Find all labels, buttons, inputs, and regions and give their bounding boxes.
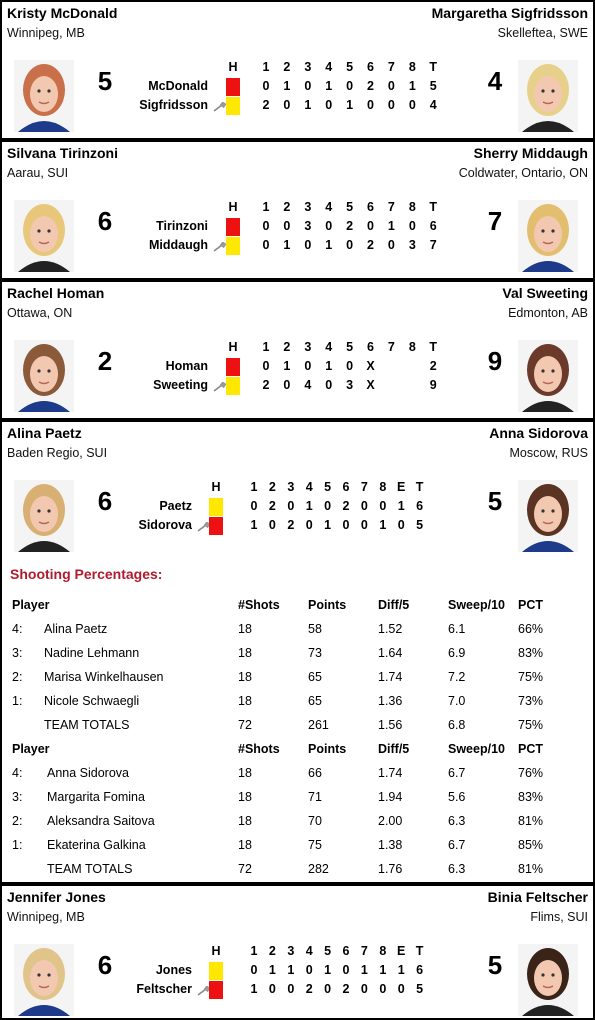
- team1-final-score: 5: [97, 66, 113, 96]
- end-score: 0: [268, 982, 276, 996]
- end-score: 2: [367, 79, 374, 93]
- stat-value: 81%: [518, 814, 544, 828]
- stat-value: 1.64: [378, 646, 403, 660]
- shooting-column-header: Sweep/10: [448, 598, 505, 612]
- linescore-header: 2: [283, 340, 291, 354]
- player-name: Nicole Schwaegli: [44, 694, 140, 708]
- team2-location: Skelleftea, SWE: [497, 26, 588, 40]
- linescore-header: T: [415, 480, 424, 494]
- team2-stone-color-box: [226, 237, 240, 255]
- team2-linescore-name: Sigfridsson: [139, 98, 208, 112]
- end-score: 0: [397, 518, 405, 532]
- end-score: 0: [325, 98, 333, 112]
- team1-final-score: 6: [97, 206, 113, 236]
- team2-location: Edmonton, AB: [508, 306, 588, 320]
- stat-value: 7.2: [448, 670, 466, 684]
- stat-value: 83%: [518, 790, 544, 804]
- end-score: 6: [416, 963, 424, 977]
- end-score: 0: [283, 219, 291, 233]
- end-score: 1: [387, 219, 395, 233]
- linescore-header: 5: [346, 340, 354, 354]
- end-score: 0: [342, 518, 350, 532]
- team2-final-score: 4: [487, 66, 503, 96]
- stat-value: 18: [238, 838, 252, 852]
- team1-stone-color-box: [226, 358, 240, 376]
- team2-location: Coldwater, Ontario, ON: [458, 166, 588, 180]
- stat-value: 282: [308, 862, 329, 876]
- end-score: 1: [250, 982, 258, 996]
- linescore-header: 7: [360, 944, 368, 958]
- stat-value: 83%: [518, 646, 544, 660]
- stat-value: 18: [238, 670, 252, 684]
- team1-linescore-name: Paetz: [159, 499, 192, 513]
- hammer-icon: [213, 241, 227, 251]
- stat-value: 6.8: [448, 718, 466, 732]
- linescore-header: 6: [367, 340, 374, 354]
- end-score: 2: [342, 499, 350, 513]
- end-score: 0: [342, 963, 350, 977]
- end-score: 1: [283, 79, 291, 93]
- linescore-header: 3: [304, 60, 312, 74]
- team1-location: Aarau, SUI: [7, 166, 69, 180]
- stat-value: 6.9: [448, 646, 466, 660]
- end-score: 0: [304, 359, 312, 373]
- stat-value: 1.38: [378, 838, 403, 852]
- team2-stone-color-box: [209, 981, 223, 999]
- shooting-column-header: Points: [308, 598, 347, 612]
- end-score: 6: [429, 219, 437, 233]
- shooting-column-header: Diff/5: [378, 598, 410, 612]
- linescore-header: T: [429, 60, 437, 74]
- end-score: 1: [360, 963, 368, 977]
- team2-final-score: 5: [487, 950, 503, 980]
- player-position: 4:: [12, 766, 23, 780]
- linescore-header: 3: [287, 944, 295, 958]
- end-score: 0: [360, 499, 368, 513]
- team1-location: Winnipeg, MB: [7, 910, 85, 924]
- team1-skip-name: Alina Paetz: [7, 425, 82, 441]
- end-score: 0: [305, 518, 313, 532]
- stat-value: 5.6: [448, 790, 466, 804]
- team1-final-score: 6: [97, 486, 113, 516]
- team1-stone-color-box: [209, 962, 223, 980]
- linescore-header: H: [211, 944, 221, 958]
- team1-stone-color-box: [209, 498, 223, 516]
- player-position: 1:: [12, 838, 23, 852]
- end-score: 5: [416, 518, 424, 532]
- end-score: 0: [379, 499, 387, 513]
- end-score: 9: [429, 378, 437, 392]
- end-score: 2: [262, 98, 270, 112]
- team2-final-score: 9: [487, 346, 503, 376]
- stat-value: 73: [308, 646, 322, 660]
- team1-location: Winnipeg, MB: [7, 26, 85, 40]
- stat-value: 70: [308, 814, 322, 828]
- end-score: 1: [397, 499, 405, 513]
- stat-value: 73%: [518, 694, 544, 708]
- linescore-header: 8: [408, 60, 416, 74]
- team2-skip-name: Anna Sidorova: [489, 425, 588, 441]
- end-score: 2: [346, 219, 354, 233]
- linescore-header: E: [397, 480, 406, 494]
- linescore-header: 5: [346, 60, 354, 74]
- stat-value: 65: [308, 694, 322, 708]
- player-name: TEAM TOTALS: [44, 718, 130, 732]
- team1-final-score: 2: [97, 346, 113, 376]
- end-score: 0: [387, 79, 395, 93]
- end-score: 3: [346, 378, 354, 392]
- end-score: 0: [304, 238, 312, 252]
- team1-skip-name: Jennifer Jones: [7, 889, 106, 905]
- end-score: 0: [250, 963, 258, 977]
- hammer-icon: [213, 381, 227, 391]
- stat-value: 1.74: [378, 670, 403, 684]
- end-score: 0: [408, 219, 416, 233]
- stat-value: 7.0: [448, 694, 466, 708]
- game-panel: [2, 422, 593, 882]
- team2-stone-color-box: [226, 97, 240, 115]
- stat-value: 66%: [518, 622, 544, 636]
- end-score: 0: [250, 499, 258, 513]
- end-score: 1: [325, 359, 333, 373]
- linescore-header: 2: [268, 944, 276, 958]
- end-score: 1: [324, 963, 332, 977]
- linescore-header: 1: [250, 944, 258, 958]
- end-score: 2: [287, 518, 295, 532]
- end-score: 0: [325, 219, 333, 233]
- end-score: 1: [325, 79, 333, 93]
- linescore-header: 2: [283, 60, 291, 74]
- end-score: 0: [346, 359, 354, 373]
- end-score: 5: [416, 982, 424, 996]
- linescore-header: 6: [367, 200, 374, 214]
- player-position: 3:: [12, 646, 23, 660]
- end-score: 1: [283, 359, 291, 373]
- linescore-header: 6: [367, 60, 374, 74]
- linescore-header: H: [228, 200, 238, 214]
- end-score: 0: [408, 98, 416, 112]
- end-score: X: [366, 359, 375, 373]
- linescore-header: 6: [342, 480, 350, 494]
- end-score: 0: [325, 378, 333, 392]
- linescore-header: 6: [342, 944, 350, 958]
- end-score: 0: [283, 98, 291, 112]
- linescore-header: 7: [387, 200, 395, 214]
- stat-value: 72: [238, 718, 252, 732]
- end-score: 1: [324, 518, 332, 532]
- shooting-column-header: Points: [308, 742, 347, 756]
- team1-skip-name: Silvana Tirinzoni: [7, 145, 118, 161]
- stat-value: 72: [238, 862, 252, 876]
- player-name: Aleksandra Saitova: [47, 814, 155, 828]
- linescore-header: 7: [387, 60, 395, 74]
- end-score: 3: [304, 219, 312, 233]
- team2-linescore-name: Feltscher: [136, 982, 192, 996]
- team1-skip-name: Kristy McDonald: [7, 5, 118, 21]
- end-score: 0: [287, 982, 295, 996]
- stat-value: 18: [238, 622, 252, 636]
- stat-value: 6.3: [448, 862, 466, 876]
- end-score: 2: [367, 238, 374, 252]
- linescore-header: 4: [325, 60, 333, 74]
- linescore-header: T: [429, 200, 437, 214]
- end-score: 2: [268, 499, 276, 513]
- linescore: [2, 944, 593, 1004]
- end-score: 0: [262, 79, 270, 93]
- end-score: 0: [346, 238, 354, 252]
- end-score: 1: [268, 963, 276, 977]
- end-score: 0: [397, 982, 405, 996]
- team1-linescore-name: Homan: [165, 359, 208, 373]
- linescore-header: E: [397, 944, 406, 958]
- shooting-column-header: PCT: [518, 598, 543, 612]
- team1-stone-color-box: [226, 218, 240, 236]
- team2-skip-name: Val Sweeting: [502, 285, 588, 301]
- team2-location: Flims, SUI: [530, 910, 588, 924]
- shooting-column-header: Sweep/10: [448, 742, 505, 756]
- shooting-percentages-title: Shooting Percentages:: [10, 566, 163, 582]
- linescore-header: 8: [408, 340, 416, 354]
- stat-value: 6.7: [448, 766, 466, 780]
- linescore-header: 5: [324, 944, 332, 958]
- player-name: Ekaterina Galkina: [47, 838, 146, 852]
- end-score: 0: [283, 378, 291, 392]
- stat-value: 1.56: [378, 718, 403, 732]
- linescore-header: 2: [283, 200, 291, 214]
- end-score: 1: [304, 98, 312, 112]
- player-name: Margarita Fomina: [47, 790, 145, 804]
- linescore-header: 7: [387, 340, 395, 354]
- team2-linescore-name: Sidorova: [138, 518, 192, 532]
- end-score: 1: [283, 238, 291, 252]
- end-score: 2: [342, 982, 350, 996]
- player-name: Marisa Winkelhausen: [44, 670, 164, 684]
- stat-value: 75%: [518, 718, 544, 732]
- end-score: 0: [360, 982, 368, 996]
- stat-value: 66: [308, 766, 322, 780]
- team2-final-score: 7: [487, 206, 503, 236]
- game-panel: [2, 282, 593, 418]
- linescore-header: 4: [325, 200, 333, 214]
- team1-linescore-name: McDonald: [148, 79, 208, 93]
- stat-value: 85%: [518, 838, 544, 852]
- end-score: 1: [287, 963, 295, 977]
- shooting-column-header: PCT: [518, 742, 543, 756]
- team1-linescore-name: Tirinzoni: [156, 219, 208, 233]
- end-score: X: [366, 378, 375, 392]
- player-position: 2:: [12, 670, 23, 684]
- shooting-column-header: Diff/5: [378, 742, 410, 756]
- linescore: [2, 200, 593, 260]
- stat-value: 81%: [518, 862, 544, 876]
- stat-value: 1.52: [378, 622, 403, 636]
- end-score: 0: [379, 982, 387, 996]
- stat-value: 18: [238, 646, 252, 660]
- end-score: 2: [262, 378, 270, 392]
- team1-stone-color-box: [226, 78, 240, 96]
- linescore: [2, 340, 593, 400]
- stat-value: 58: [308, 622, 322, 636]
- stat-value: 18: [238, 814, 252, 828]
- game-panel: [2, 886, 593, 1018]
- team1-linescore-name: Jones: [155, 963, 192, 977]
- linescore-header: T: [415, 944, 424, 958]
- team1-final-score: 6: [97, 950, 113, 980]
- team2-stone-color-box: [226, 377, 240, 395]
- shooting-column-header: #Shots: [238, 598, 280, 612]
- player-name: Alina Paetz: [44, 622, 108, 636]
- linescore-header: H: [228, 340, 238, 354]
- linescore-header: 4: [305, 480, 313, 494]
- shooting-column-header: Player: [12, 742, 50, 756]
- end-score: 1: [346, 98, 354, 112]
- linescore-header: 7: [360, 480, 368, 494]
- team2-linescore-name: Sweeting: [153, 378, 208, 392]
- end-score: 1: [397, 963, 405, 977]
- end-score: 3: [408, 238, 416, 252]
- game-panel: [2, 142, 593, 278]
- player-name: TEAM TOTALS: [47, 862, 133, 876]
- team1-skip-name: Rachel Homan: [7, 285, 105, 301]
- stat-value: 18: [238, 766, 252, 780]
- end-score: 1: [305, 499, 313, 513]
- end-score: 0: [304, 79, 312, 93]
- linescore: [2, 480, 593, 540]
- shooting-column-header: Player: [12, 598, 50, 612]
- end-score: 5: [429, 79, 437, 93]
- end-score: 1: [250, 518, 258, 532]
- player-position: 3:: [12, 790, 23, 804]
- linescore-header: 8: [379, 944, 387, 958]
- stat-value: 65: [308, 670, 322, 684]
- hammer-icon: [213, 101, 227, 111]
- stat-value: 18: [238, 790, 252, 804]
- team1-location: Baden Regio, SUI: [7, 446, 108, 460]
- linescore-header: 3: [287, 480, 295, 494]
- end-score: 4: [304, 378, 312, 392]
- stat-value: 18: [238, 694, 252, 708]
- player-name: Anna Sidorova: [47, 766, 130, 780]
- stat-value: 1.94: [378, 790, 403, 804]
- end-score: 0: [324, 982, 332, 996]
- linescore-header: 4: [325, 340, 333, 354]
- stat-value: 75: [308, 838, 322, 852]
- end-score: 0: [324, 499, 332, 513]
- stat-value: 1.36: [378, 694, 403, 708]
- stat-value: 261: [308, 718, 329, 732]
- stat-value: 2.00: [378, 814, 403, 828]
- linescore-header: H: [211, 480, 221, 494]
- stat-value: 76%: [518, 766, 544, 780]
- end-score: 0: [305, 963, 313, 977]
- end-score: 0: [287, 499, 295, 513]
- stat-value: 71: [308, 790, 322, 804]
- linescore-header: 1: [262, 200, 270, 214]
- end-score: 1: [379, 518, 387, 532]
- end-score: 4: [429, 98, 437, 112]
- end-score: 0: [346, 79, 354, 93]
- stat-value: 1.74: [378, 766, 403, 780]
- end-score: 0: [262, 238, 270, 252]
- linescore-header: 1: [250, 480, 258, 494]
- linescore-header: 5: [324, 480, 332, 494]
- team2-stone-color-box: [209, 517, 223, 535]
- end-score: 0: [367, 98, 374, 112]
- linescore-header: 3: [304, 340, 312, 354]
- end-score: 2: [305, 982, 313, 996]
- end-score: 6: [416, 499, 424, 513]
- linescore-header: T: [429, 340, 437, 354]
- stat-value: 6.1: [448, 622, 466, 636]
- end-score: 0: [367, 219, 374, 233]
- stat-value: 75%: [518, 670, 544, 684]
- linescore-header: 5: [346, 200, 354, 214]
- shooting-column-header: #Shots: [238, 742, 280, 756]
- team2-linescore-name: Middaugh: [148, 238, 208, 252]
- linescore-header: 2: [268, 480, 276, 494]
- linescore: [2, 60, 593, 120]
- player-position: 2:: [12, 814, 23, 828]
- linescore-header: 1: [262, 60, 270, 74]
- stat-value: 1.76: [378, 862, 403, 876]
- player-position: 1:: [12, 694, 23, 708]
- end-score: 1: [379, 963, 387, 977]
- end-score: 1: [408, 79, 416, 93]
- end-score: 0: [387, 98, 395, 112]
- team1-location: Ottawa, ON: [7, 306, 73, 320]
- team2-final-score: 5: [487, 486, 503, 516]
- team2-skip-name: Binia Feltscher: [487, 889, 588, 905]
- end-score: 2: [429, 359, 437, 373]
- end-score: 7: [429, 238, 437, 252]
- player-name: Nadine Lehmann: [44, 646, 140, 660]
- linescore-header: 8: [408, 200, 416, 214]
- end-score: 0: [262, 219, 270, 233]
- stat-value: 6.7: [448, 838, 466, 852]
- linescore-header: 3: [304, 200, 312, 214]
- linescore-header: H: [228, 60, 238, 74]
- end-score: 0: [268, 518, 276, 532]
- game-panel: [2, 2, 593, 138]
- team2-location: Moscow, RUS: [509, 446, 588, 460]
- end-score: 1: [325, 238, 333, 252]
- team2-skip-name: Sherry Middaugh: [473, 145, 588, 161]
- linescore-header: 1: [262, 340, 270, 354]
- end-score: 0: [262, 359, 270, 373]
- player-position: 4:: [12, 622, 23, 636]
- stat-value: 6.3: [448, 814, 466, 828]
- linescore-header: 8: [379, 480, 387, 494]
- end-score: 0: [387, 238, 395, 252]
- linescore-header: 4: [305, 944, 313, 958]
- team2-skip-name: Margaretha Sigfridsson: [431, 5, 588, 21]
- end-score: 0: [360, 518, 368, 532]
